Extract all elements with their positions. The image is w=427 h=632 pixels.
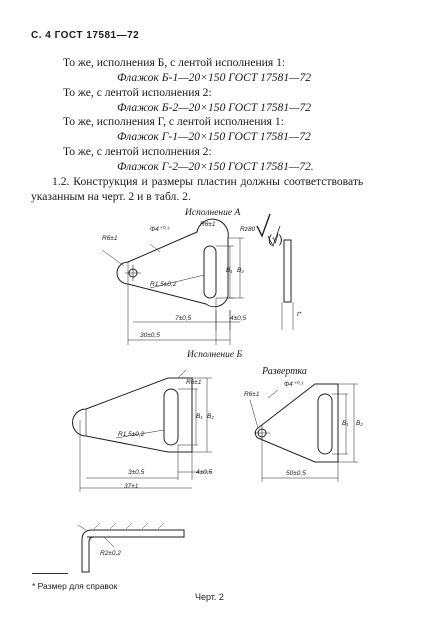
r15-label-a: R1,5±0,2 <box>150 281 177 288</box>
bend-section <box>78 523 184 572</box>
r2-label: R2±0,2 <box>100 550 121 557</box>
phi-label-dev: Ф4⁺⁰·³ <box>284 381 304 388</box>
figure-label: Черт. 2 <box>195 592 224 602</box>
text-line: То же, исполнения Б, с лентой исполнения 1: <box>63 56 286 69</box>
footnote-rule <box>32 573 68 574</box>
d50-label: 50±0,5 <box>286 470 306 477</box>
designation-line: Флажок Г-2—20×150 ГОСТ 17581—72. <box>117 160 314 173</box>
designation-line: Флажок Б-1—20×150 ГОСТ 17581—72 <box>117 71 312 84</box>
r6-label-b: R6±1 <box>186 379 202 386</box>
paragraph-line: указанным на черт. 2 и в табл. 2. <box>31 190 191 203</box>
caption-variant-a: Исполнение А <box>185 208 241 218</box>
r6-label-dev: R6±1 <box>244 391 260 398</box>
b2-label-dev: B₂ <box>356 420 363 427</box>
text-line: То же, с лентой исполнения 2: <box>63 145 212 158</box>
r6-label-a: R6±1 <box>102 235 118 242</box>
plate-development <box>254 384 338 462</box>
d37-label: 37±1 <box>124 483 139 490</box>
footnote: * Размер для справок <box>32 581 118 591</box>
designation-line: Флажок Г-1—20×150 ГОСТ 17581—72 <box>117 130 311 143</box>
caption-variant-b: Исполнение Б <box>187 350 243 360</box>
b2-label-b: B₂ <box>207 413 214 420</box>
phi-label-a: Ф4⁺⁰·³ <box>150 226 170 233</box>
designation-line: Флажок Б-2—20×150 ГОСТ 17581—72 <box>117 101 312 114</box>
plate-variant-a <box>117 219 228 307</box>
dimensions-a <box>102 238 244 345</box>
r6-label-a2: R6±1 <box>200 221 216 228</box>
d4-label-a: 4±0,5 <box>230 315 247 322</box>
d4-label-b: 4±0,5 <box>196 469 213 476</box>
d30-label: 30±0,5 <box>140 332 160 339</box>
b1-label-a: B₁ <box>226 267 233 274</box>
page-header: С. 4 ГОСТ 17581—72 <box>31 30 140 41</box>
side-view-a <box>282 240 293 330</box>
caption-development: Развертка <box>262 366 307 377</box>
paragraph-line: 1.2. Конструкция и размеры пластин должны соответствовать <box>52 175 364 188</box>
d3-label: 3±0,5 <box>128 469 145 476</box>
rz-check: (√) <box>268 232 283 246</box>
plate-variant-b <box>73 378 192 452</box>
t-label: t* <box>297 311 302 318</box>
b1-label-b: B₁ <box>196 413 203 420</box>
b2-label-a: B₂ <box>237 267 244 274</box>
text-line: То же, с лентой исполнения 2: <box>63 86 212 99</box>
r15-label-b: R1,5±0,2 <box>118 431 145 438</box>
rz-label: Rz80 <box>240 226 256 233</box>
text-line: То же, исполнения Г, с лентой исполнения 1: <box>63 115 284 128</box>
b1-label-dev: B₁ <box>342 420 349 427</box>
d7-label: 7±0,5 <box>175 315 192 322</box>
